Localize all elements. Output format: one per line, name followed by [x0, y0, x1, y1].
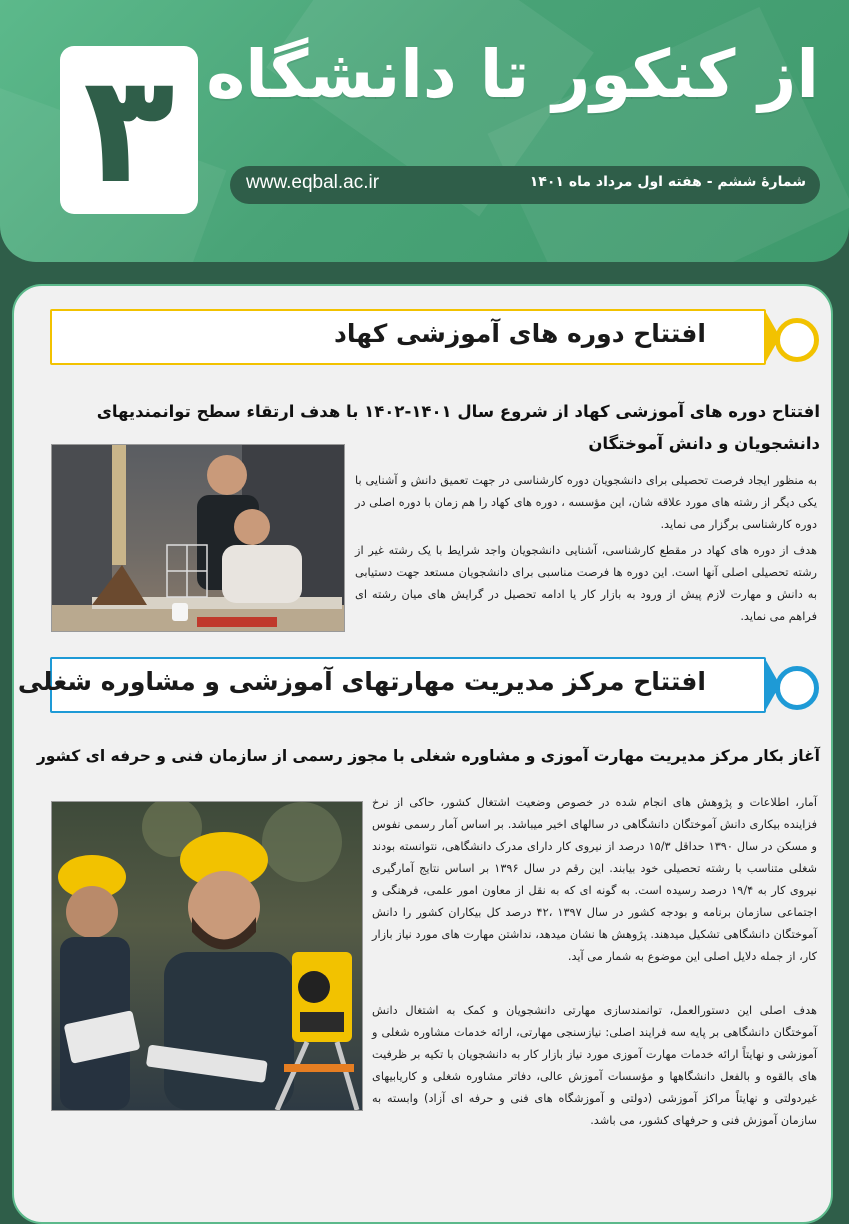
website-link[interactable]: www.eqbal.ac.ir — [246, 172, 380, 193]
issue-info: شمارۀ ششم - هفته اول مرداد ماه ۱۴۰۱ — [529, 174, 806, 190]
section1-banner — [50, 309, 766, 365]
section1-subtitle: افتتاح دوره های آموزشی کهاد از شروع سال ۱۴۰۱-۱۴۰۲ با هدف ارتقاء سطح توانمندیهای دانشجویان و دانش آموختگان — [96, 402, 820, 453]
students-workshop-photo — [51, 444, 345, 632]
section2-title: افتتاح مرکز مدیریت مهارتهای آموزشی و مشاوره شغلی — [17, 667, 706, 696]
section1-paragraph1: به منظور ایجاد فرصت تحصیلی برای دانشجویان دوره کارشناسی در جهت تعمیق دانش و آشنایی با یکی دیگر از رشته های مورد علاقه شان، این مؤسسه ، دوره های کهاد را هم زمان با دوره اصلی در دوره کارشناسی برگزار می نماید. — [355, 474, 817, 531]
newsletter-title: از کنکور تا دانشگاه — [206, 36, 819, 113]
engineers-survey-photo — [51, 801, 363, 1111]
bullet-circle-icon — [775, 666, 819, 710]
section2-paragraph2: هدف اصلی این دستورالعمل، توانمندسازی مهارتی دانشجویان و کمک به اشتغال دانش آموختگان دانشگاهی بر پایه سه فرایند اصلی: نیازسنجی مهارتی، ارائه خدمات مشاوره شغلی و آموزشی و نهایتاً ارائه خدمات مهارت آموزی مورد نیاز بازار کار به دانشجویان با تکیه بر ظرفیت های بالقوه و بالفعل دانشگاهها و مؤسسات آموزش عالی، دفاتر مشاوره شغلی و کاریابیهای غیردولتی و نهایتاً مراکز آموزشی (دولتی و آموزشگاه های فنی و حرفه ای آزاد) وابسته به سازمان آموزش فنی و حرفهای کشور، می باشد. — [372, 1004, 817, 1127]
issue-number-box — [60, 43, 198, 217]
bullet-circle-icon — [775, 318, 819, 362]
section2-banner — [17, 657, 766, 713]
section2-paragraph1: آمار، اطلاعات و پژوهش های انجام شده در خصوص وضعیت اشتغال کشور، حاکی از نرخ فزاینده بیکاری دانش آموختگان دانشگاهی در سالهای اخیر میباشد. بر اساس آمار رسمی نفوس و مسکن در سال ۱۳۹۰ حداقل ۱۵/۳ درصد از نیروی کار دارای مدرک دانشگاهی، نتوانسته بودند شغلی متناسب با رشته تحصیلی خود بیابند. این رقم در سال ۱۳۹۶ بر اساس نتایج آمارگیری نیروی کار به ۱۹/۴ درصد رسیده است. به گونه ای که به نقل از معاون امور علمی، فرهنگی و اجتماعی سازمان برنامه و بودجه کشور در سال ۱۳۹۷ ،۴۲ درصد کل بیکاران کشور را دانش آموختگان دانشگاهی تشکیل میدهند. پژوهش ها نشان میدهد، نداشتن مهارت های مورد نیاز بازار کار، از جمله دلایل اصلی این موضوع به شمار می آید. — [372, 796, 817, 963]
issue-number: ۳ — [83, 43, 175, 217]
section2-subtitle: آغاز بکار مرکز مدیریت مهارت آموزی و مشاوره شغلی با مجوز رسمی از سازمان فنی و حرفه ای کشور — [36, 747, 820, 765]
section1-paragraph2: هدف از دوره های کهاد در مقطع کارشناسی، آشنایی دانشجویان واجد شرایط با یک رشته غیر از رشته تحصیلی اصلی آنها است. این دوره ها فرصت مناسبی برای دانشجویان مستعد جهت دستیابی به دانش و مهارت لازم پیش از ورود به بازار کار یا ادامه تحصیل در گرایش های میان رشته ای فراهم می نماید. — [355, 544, 817, 623]
section1-title: افتتاح دوره های آموزشی کهاد — [334, 319, 706, 348]
students-workshop-illustration — [52, 445, 344, 631]
info-bar — [230, 166, 820, 204]
header-banner — [0, 0, 849, 262]
engineers-illustration — [52, 802, 362, 1110]
